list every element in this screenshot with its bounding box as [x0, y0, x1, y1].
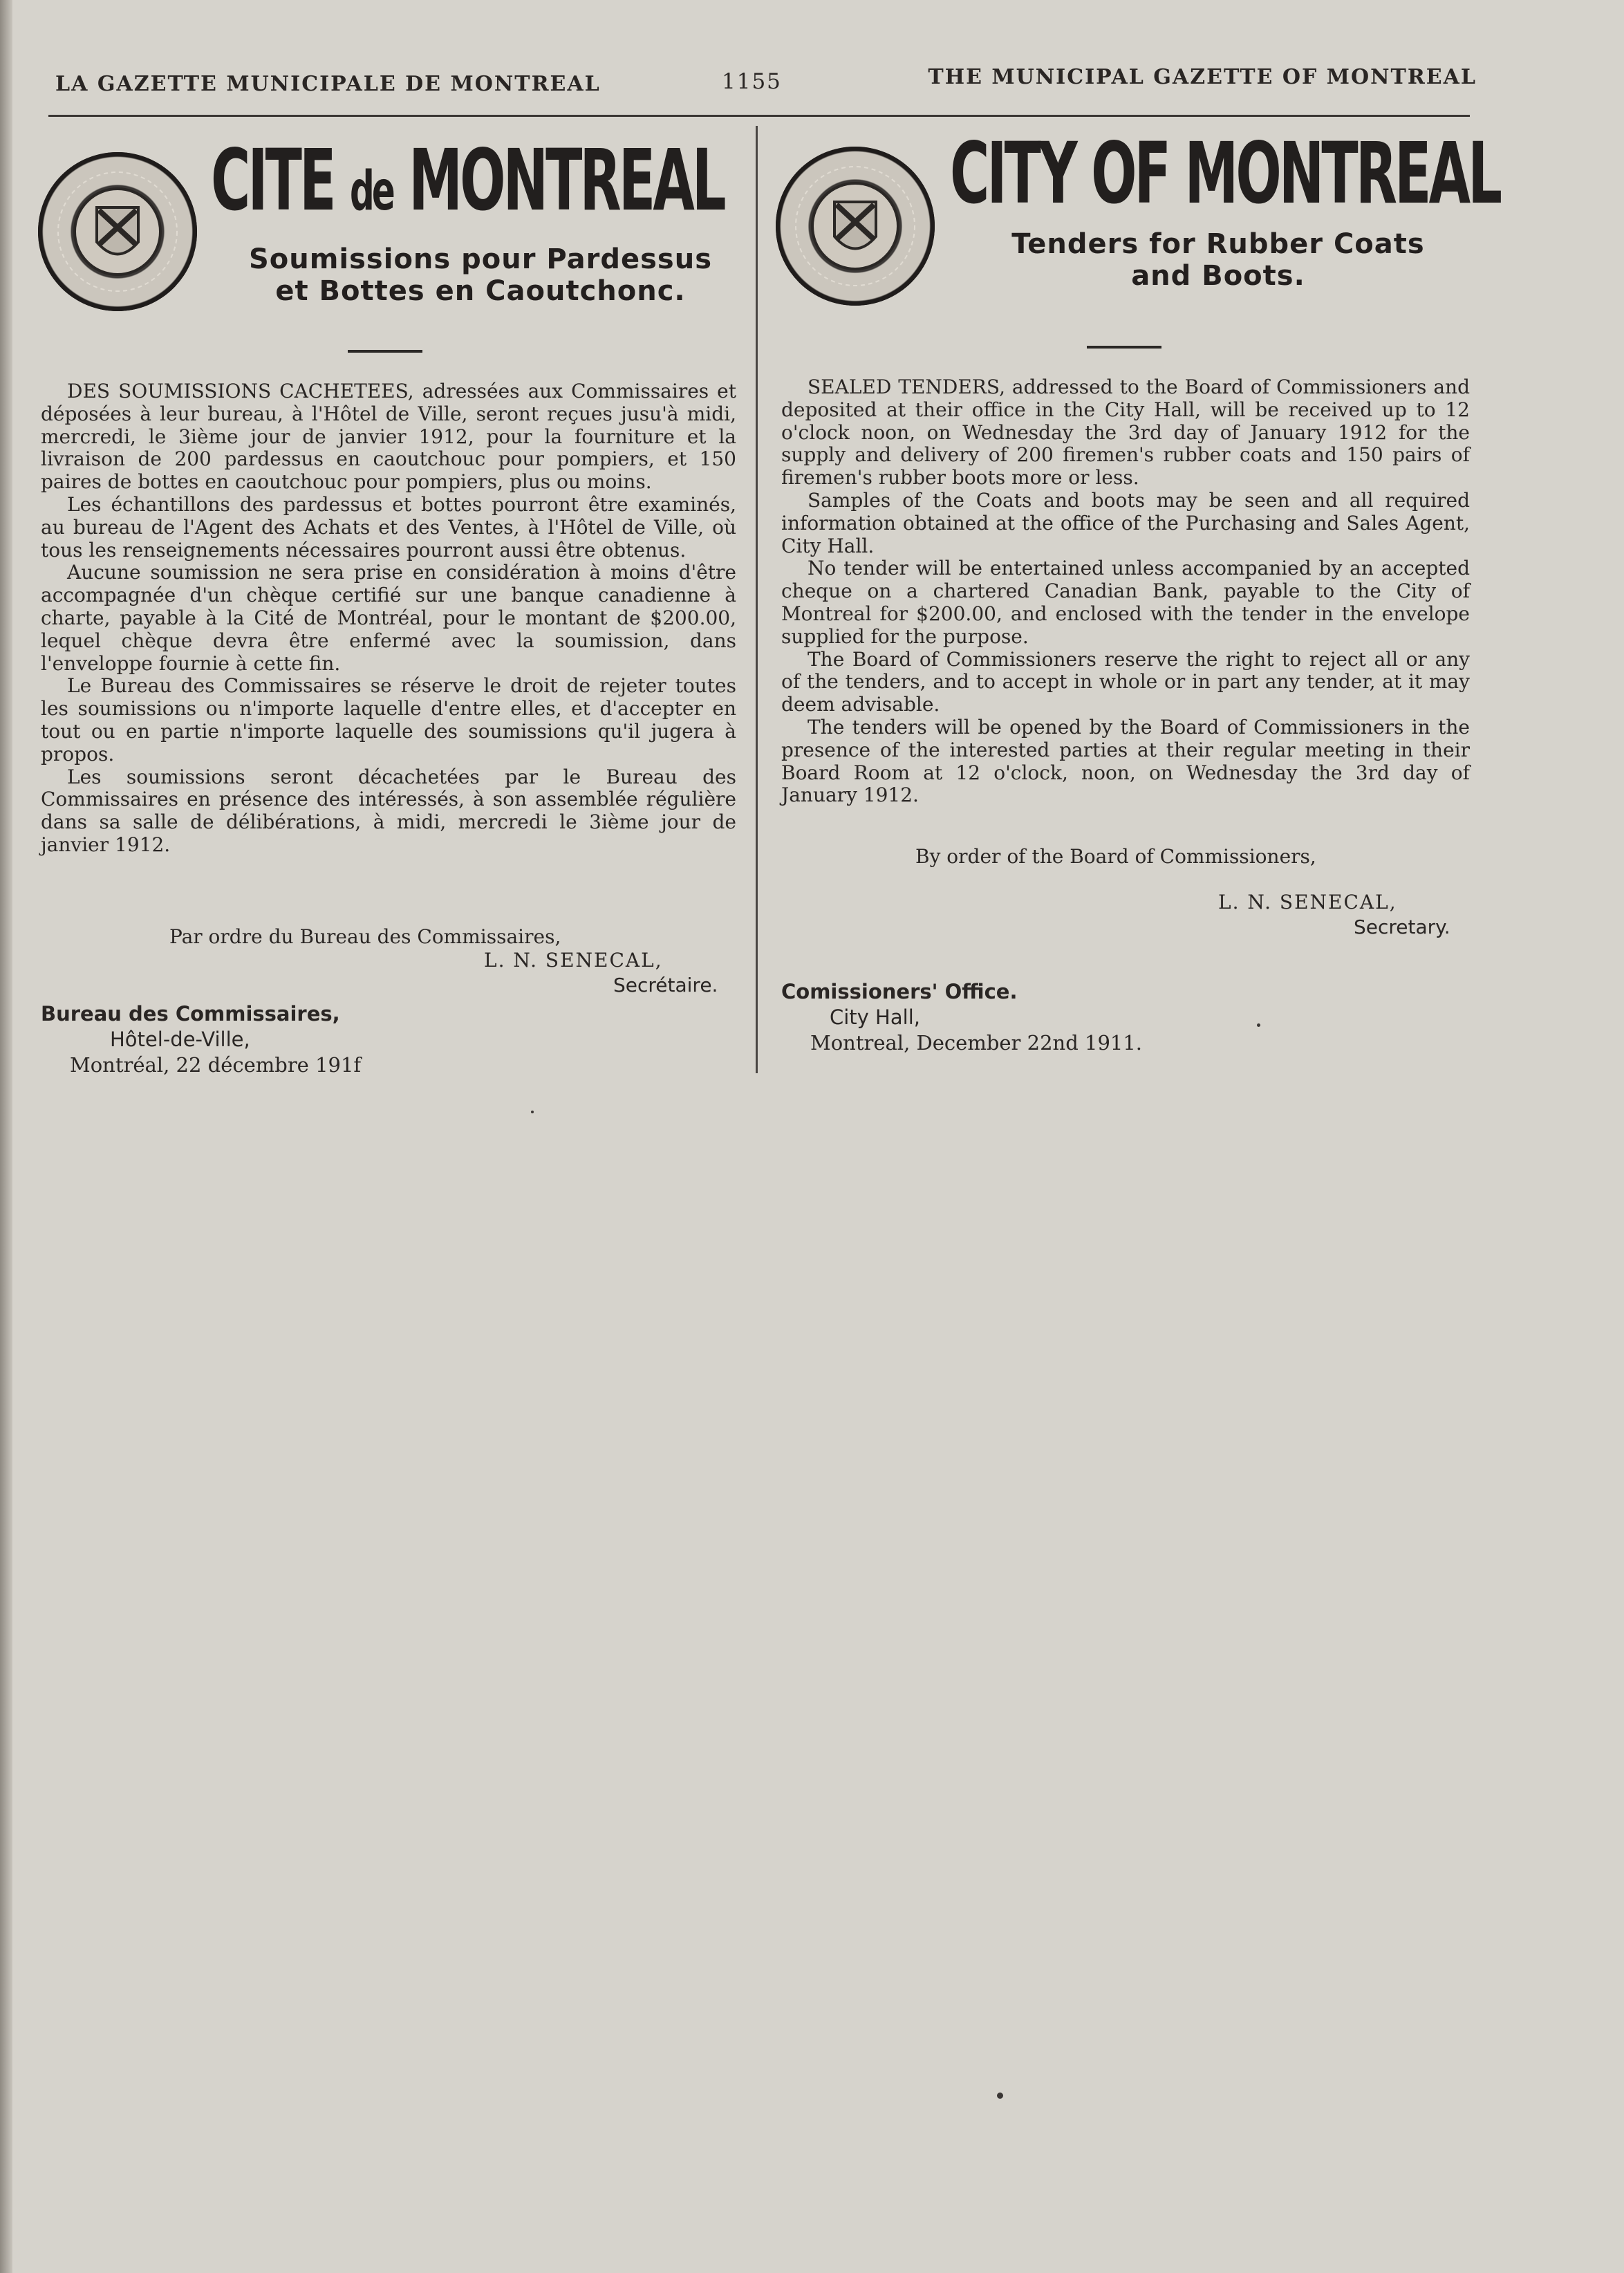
office-date: Montreal, December 22nd 1911. — [810, 1031, 1143, 1055]
subhead-line-1: Tenders for Rubber Coats — [1011, 228, 1425, 260]
paragraph: Le Bureau des Commissaires se réserve le droit de rejeter toutes les soumissions ou n'importe laquelle d'entre elles, et d'accepter en tout ou en partie n'importe laquelle des soumissions qu'il jugera à propos. — [41, 674, 736, 766]
signatory-name: L. N. SENECAL, — [1218, 891, 1397, 913]
print-speck — [531, 1111, 534, 1113]
subhead-line-2: et Bottes en Caoutchonc. — [275, 275, 686, 307]
paragraph: Les soumissions seront décachetées par le Bureau des Commissaires en présence des intéressés, à son assemblée régulière dans sa salle de délibérations, à midi, mercredi le 3ième jour de janvier 1912. — [41, 765, 736, 856]
paragraph: SEALED TENDERS, addressed to the Board of Commissioners and deposited at their office in the City Hall, will be received up to 12 o'clock noon, on Wednesday the 3rd day of January 1912 for the supply and delivery of 200 firemen's rubber coats and 150 pairs of firemen's rubber boots more or less. — [781, 375, 1470, 490]
order-line: By order of the Board of Commissioners, — [915, 845, 1316, 868]
paragraph: The Board of Commissioners reserve the right to reject all or any of the tenders, and to accept in whole or in part any tender, at it may deem advisable. — [781, 647, 1470, 716]
headline-montreal: MONTREAL — [409, 131, 724, 230]
office-line-2: City Hall, — [830, 1005, 920, 1029]
header-french-title: LA GAZETTE MUNICIPALE DE MONTREAL — [55, 72, 601, 96]
subhead-french — [200, 243, 760, 307]
office-address — [781, 979, 1142, 1056]
signatory-name: L. N. SENECAL, — [484, 949, 663, 972]
headline-french — [211, 131, 724, 230]
office-address — [41, 1001, 361, 1078]
headline-english: CITY OF MONTREAL — [950, 124, 1500, 223]
english-body — [781, 376, 1470, 807]
french-body — [41, 380, 736, 857]
office-date: Montréal, 22 décembre 191f — [70, 1053, 362, 1077]
office-line-1: Comissioners' Office. — [781, 980, 1018, 1003]
page-edge — [0, 0, 12, 2273]
city-seal-icon — [38, 152, 197, 311]
subhead-english — [938, 228, 1498, 292]
subhead-line-1: Soumissions pour Pardessus — [248, 243, 713, 275]
signatory-title: Secretary. — [1354, 916, 1450, 938]
paragraph: Aucune soumission ne sera prise en considération à moins d'être accompagnée d'un chèque certifié sur une banque canadienne à charte, payable à la Cité de Montréal, pour le montant de $200.00, lequel chèque devra être enfermé avec la soumission, dans l'enveloppe fournie à cette fin. — [41, 561, 736, 675]
paragraph: No tender will be entertained unless accompanied by an accepted cheque on a chartered Canadian Bank, payable to the City of Montreal for $200.00, and enclosed with the tender in the envelope supplied for the purpose. — [781, 557, 1470, 648]
office-line-1: Bureau des Commissaires, — [41, 1002, 340, 1026]
section-rule — [1087, 346, 1161, 349]
paragraph: Samples of the Coats and boots may be seen and all required information obtained at the office of the Purchasing and Sales Agent, City Hall. — [781, 488, 1470, 557]
print-speck — [997, 2093, 1003, 2099]
order-line: Par ordre du Bureau des Commissaires, — [169, 925, 561, 948]
city-seal-icon — [776, 147, 935, 306]
header-rule — [48, 115, 1470, 117]
section-rule — [348, 350, 422, 353]
office-line-2: Hôtel-de-Ville, — [110, 1028, 250, 1051]
running-header — [53, 64, 1477, 105]
paragraph: Les échantillons des pardessus et bottes pourront être examinés, au bureau de l'Agent des Achats et des Ventes, à l'Hôtel de Ville, où tous les renseignements nécessaires pourront aussi être obtenus. — [41, 492, 736, 562]
paragraph: The tenders will be opened by the Board of Commissioners in the presence of the interested parties at their regular meeting in their Board Room at 12 o'clock, noon, on Wednesday the 3rd day of January 1912. — [781, 715, 1470, 807]
paragraph: DES SOUMISSIONS CACHETEES, adressées aux Commissaires et déposées à leur bureau, à l'Hôtel de Ville, seront reçues jusu'à midi, mercredi, le 3ième jour de janvier 1912, pour la fourniture et la livraison de 200 pardessus en caoutchouc pour pompiers, et 150 paires de bottes en caoutchouc pour pompiers, plus ou moins. — [41, 380, 736, 494]
page-number: 1155 — [722, 69, 782, 94]
signatory-title: Secrétaire. — [613, 974, 718, 996]
headline-de: de — [349, 160, 393, 223]
header-english-title: THE MUNICIPAL GAZETTE OF MONTREAL — [928, 65, 1477, 89]
subhead-line-2: and Boots. — [1131, 260, 1305, 292]
print-speck — [1257, 1023, 1260, 1027]
headline-cite: CITE — [211, 131, 334, 230]
